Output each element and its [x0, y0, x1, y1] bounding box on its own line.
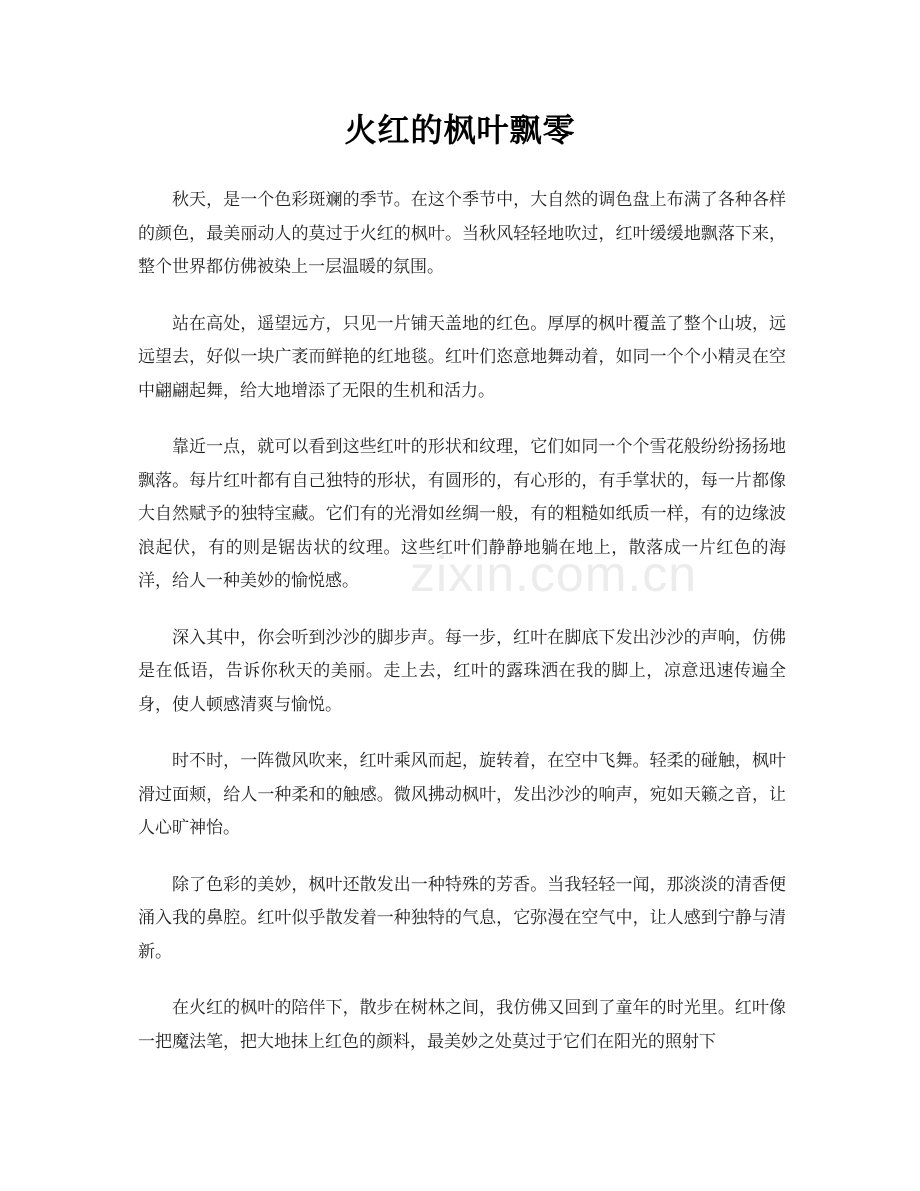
watermark: zixin.com.cn	[410, 546, 698, 602]
paragraph-7: 在火红的枫叶的陪伴下，散步在树林之间，我仿佛又回到了童年的时光里。红叶像一把魔法笔，把大地抹上红色的颜料，最美妙之处莫过于它们在阳光的照射下	[138, 998, 786, 1052]
document-title: 火红的枫叶飘零	[344, 111, 576, 149]
paragraph-2: 站在高处，遥望远方，只见一片铺天盖地的红色。厚厚的枫叶覆盖了整个山坡，远远望去，好似一块广袤而鲜艳的红地毯。红叶们恣意地舞动着，如同一个个小精灵在空中翩翩起舞，给大地增添了无限的生机和活力。	[138, 313, 786, 401]
paragraph-1: 秋天，是一个色彩斑斓的季节。在这个季节中，大自然的调色盘上布满了各种各样的颜色，最美丽动人的莫过于火红的枫叶。当秋风轻轻地吹过，红叶缓缓地飘落下来，整个世界都仿佛被染上一层温暖的氛围。	[138, 190, 786, 277]
paragraph-4: 深入其中，你会听到沙沙的脚步声。每一步，红叶在脚底下发出沙沙的声响，仿佛是在低语，告诉你秋天的美丽。走上去，红叶的露珠洒在我的脚上，凉意迅速传遍全身，使人顿感清爽与愉悦。	[138, 627, 786, 715]
document-body	[138, 184, 786, 1082]
paragraph-3: 靠近一点，就可以看到这些红叶的形状和纹理，它们如同一个个雪花般纷纷扬扬地飘落。每片红叶都有自己独特的形状，有圆形的，有心形的，有手掌状的，每一片都像大自然赋予的独特宝藏。它们有的光滑如丝绸一般，有的粗糙如纸质一样，有的边缘波浪起伏，有的则是锯齿状的纹理。这些红叶们静静地躺在地上，散落成一片红色的海洋，给人一种美妙的愉悦感。	[138, 437, 786, 591]
paragraph-5: 时不时，一阵微风吹来，红叶乘风而起，旋转着，在空中飞舞。轻柔的碰触，枫叶滑过面颊，给人一种柔和的触感。微风拂动枫叶，发出沙沙的响声，宛如天籁之音，让人心旷神怡。	[138, 751, 786, 838]
paragraph-6: 除了色彩的美妙，枫叶还散发出一种特殊的芳香。当我轻轻一闻，那淡淡的清香便涌入我的鼻腔。红叶似乎散发着一种独特的气息，它弥漫在空气中，让人感到宁静与清新。	[138, 874, 786, 962]
